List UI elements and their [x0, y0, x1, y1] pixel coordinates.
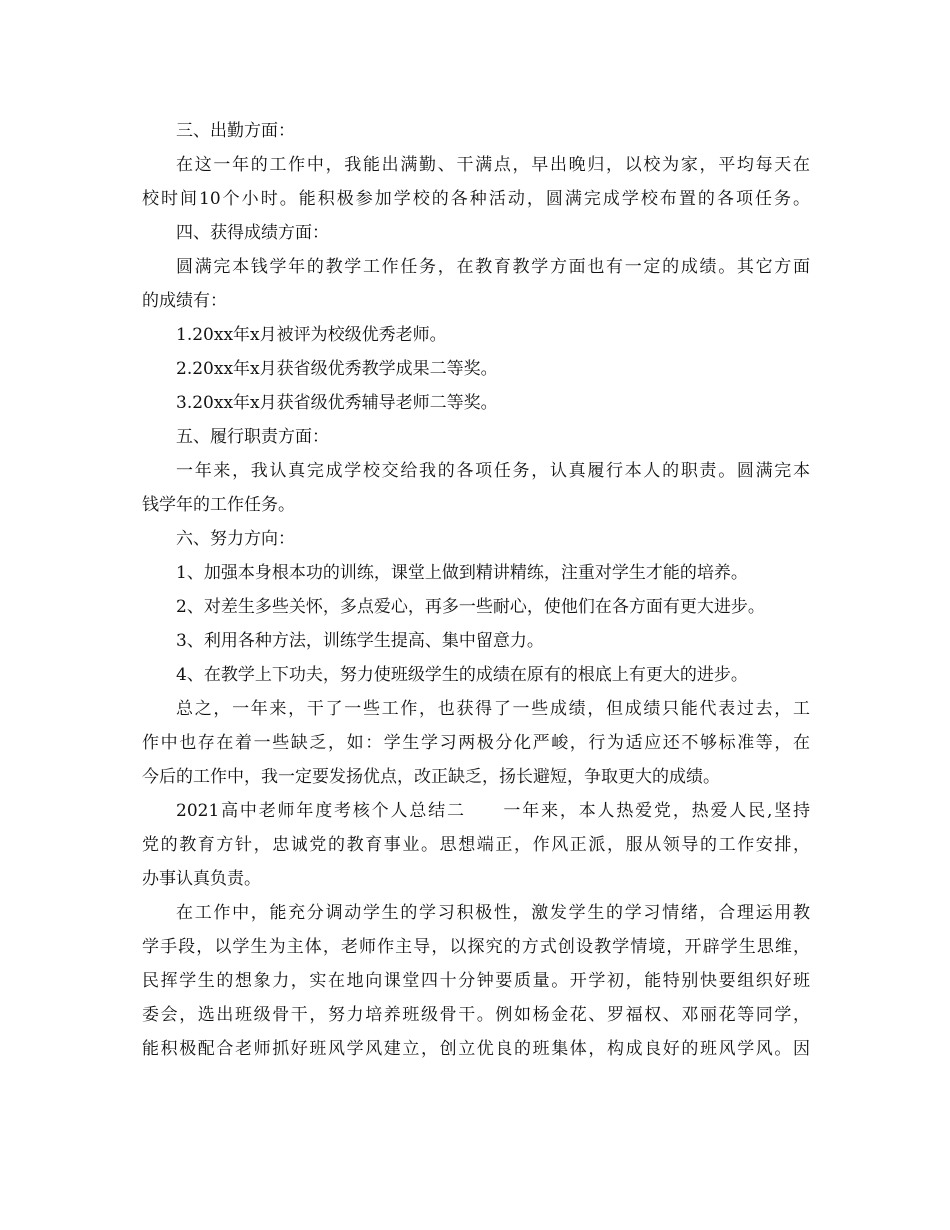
paragraph-line: 今后的工作中，我一定要发扬优点，改正缺乏，扬长避短，争取更大的成绩。: [142, 767, 720, 787]
paragraph-line: 在工作中，能充分调动学生的学习积极性，激发学生的学习情绪，合理运用教: [176, 903, 810, 923]
paragraph-line: 一年来，我认真完成学校交给我的各项任务，认真履行本人的职责。圆满完本: [176, 461, 810, 481]
list-item: 1.20xx年x月被评为校级优秀老师。: [176, 325, 447, 345]
heading-achievements: 四、获得成绩方面：: [176, 223, 329, 243]
paragraph-line: 作中也存在着一些缺乏，如：学生学习两极分化严峻，行为适应还不够标准等，在: [142, 733, 810, 753]
paragraph-line: 在这一年的工作中，我能出满勤、干满点，早出晚归，以校为家，平均每天在: [176, 155, 810, 175]
heading-duties: 五、履行职责方面：: [176, 427, 329, 447]
list-item: 2、对差生多些关怀，多点爱心，再多一些耐心，使他们在各方面有更大进步。: [176, 597, 765, 617]
paragraph-line: 党的教育方针，忠诚党的教育事业。思想端正，作风正派，服从领导的工作安排，: [142, 835, 810, 855]
paragraph-line: 学手段，以学生为主体，老师作主导，以探究的方式创设教学情境，开辟学生思维，: [142, 937, 810, 957]
list-item: 4、在教学上下功夫，努力使班级学生的成绩在原有的根底上有更大的进步。: [176, 665, 748, 685]
paragraph-line: 能积极配合老师抓好班风学风建立，创立优良的班集体，构成良好的班风学风。因: [142, 1039, 810, 1059]
section-two-title-line: 2021高中老师年度考核个人总结二 一年来，本人热爱党，热爱人民,坚持: [176, 801, 810, 821]
paragraph-line: 民挥学生的想象力，实在地向课堂四十分钟要质量。开学初，能特别快要组织好班: [142, 971, 810, 991]
paragraph-line: 的成绩有：: [142, 291, 227, 311]
list-item: 2.20xx年x月获省级优秀教学成果二等奖。: [176, 359, 498, 379]
heading-direction: 六、努力方向：: [176, 529, 295, 549]
heading-attendance: 三、出勤方面：: [176, 121, 295, 141]
list-item: 3、利用各种方法，训练学生提高、集中留意力。: [176, 631, 544, 651]
paragraph-line: 委会，选出班级骨干，努力培养班级骨干。例如杨金花、罗福权、邓丽花等同学，: [142, 1005, 810, 1025]
list-item: 3.20xx年x月获省级优秀辅导老师二等奖。: [176, 393, 498, 413]
paragraph-line: 圆满完本钱学年的教学工作任务，在教育教学方面也有一定的成绩。其它方面: [176, 257, 810, 277]
paragraph-line: 钱学年的工作任务。: [142, 495, 295, 515]
paragraph-line: 总之，一年来，干了一些工作，也获得了一些成绩，但成绩只能代表过去，工: [176, 699, 810, 719]
list-item: 1、加强本身根本功的训练，课堂上做到精讲精练，注重对学生才能的培养。: [176, 563, 748, 583]
paragraph-line: 校时间10个小时。能积极参加学校的各种活动，圆满完成学校布置的各项任务。: [142, 189, 810, 209]
document-page: [142, 114, 810, 1066]
paragraph-line: 办事认真负责。: [142, 869, 261, 889]
